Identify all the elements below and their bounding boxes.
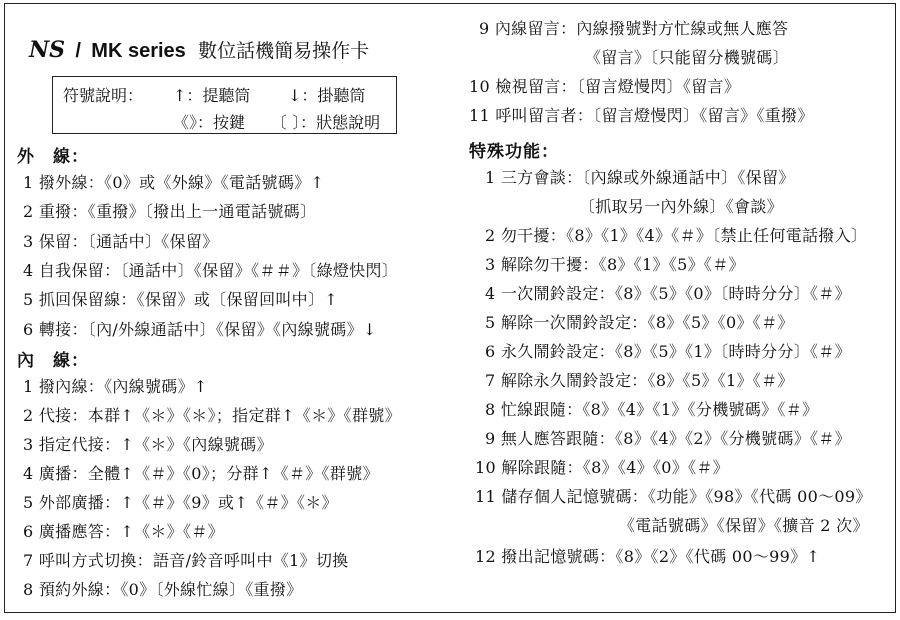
outside-item: 2 重撥：《重撥》〔撥出上一通電話號碼〕 bbox=[23, 202, 317, 221]
legend-hangup: ↓：掛聽筒 bbox=[288, 86, 366, 105]
outside-item: 1 撥外線：《0》或《外線》《電話號碼》↑ bbox=[23, 173, 325, 192]
outside-item: 3 保留：〔通話中〕《保留》 bbox=[23, 232, 219, 251]
special-item: 4 一次鬧鈴設定：《8》《5》《0》〔時時分分〕《＃》 bbox=[485, 284, 851, 303]
title-slash: / bbox=[75, 40, 81, 62]
inside-item: 4 廣播：全體↑《＃》《0》；分群↑《＃》《群號》 bbox=[23, 464, 379, 483]
special-item: 9 無人應答跟隨：《8》《4》《2》《分機號碼》《＃》 bbox=[485, 429, 851, 448]
card-title bbox=[29, 36, 369, 63]
section-heading-special: 特殊功能： bbox=[469, 142, 559, 162]
legend-label: 符號說明： bbox=[63, 86, 144, 105]
inside-item: 3 指定代接：↑《＊》《內線號碼》 bbox=[23, 435, 273, 454]
special-item: 2 勿干擾：《8》《1》《4》《＃》〔禁止任何電話撥入〕 bbox=[485, 226, 868, 245]
operation-card bbox=[4, 3, 896, 613]
section-heading-inside: 內 線： bbox=[17, 351, 89, 371]
inside-item: 8 預約外線：《0》〔外線忙線〕《重撥》 bbox=[23, 580, 303, 599]
special-item-continued: 〔抓取另一內外線〕《會談》 bbox=[579, 197, 783, 216]
special-item: 12 撥出記憶號碼：《8》《2》《代碼 00～99》↑ bbox=[475, 547, 821, 566]
message-item-continued: 《留言》〔只能留分機號碼〕 bbox=[585, 48, 789, 67]
special-item: 1 三方會談：〔內線或外線通話中〕《保留》 bbox=[485, 168, 795, 187]
special-item: 3 解除勿干擾：《8》《1》《5》《＃》 bbox=[485, 255, 745, 274]
special-item: 7 解除永久鬧鈴設定：《8》《5》《1》《＃》 bbox=[485, 371, 794, 390]
message-item: 11 呼叫留言者：〔留言燈慢閃〕《留言》《重撥》 bbox=[469, 106, 814, 125]
special-item: 11 儲存個人記憶號碼：《功能》《98》《代碼 00～09》 bbox=[475, 487, 872, 506]
legend-key: 《》：按鍵 bbox=[173, 113, 246, 132]
message-item: 10 檢視留言：〔留言燈慢閃〕《留言》 bbox=[469, 77, 741, 96]
inside-item: 7 呼叫方式切換：語音/鈴音呼叫中《1》切換 bbox=[23, 551, 349, 570]
special-item: 6 永久鬧鈴設定：《8》《5》《1》〔時時分分〕《＃》 bbox=[485, 342, 851, 361]
inside-item: 2 代接：本群↑《＊》《＊》；指定群↑《＊》《群號》 bbox=[23, 406, 401, 425]
legend-status: 〔 〕：狀態說明 bbox=[271, 113, 381, 132]
brand-logo: NS bbox=[29, 37, 65, 63]
series-name: MK series bbox=[91, 40, 186, 62]
special-item-continued: 《電話號碼》《保留》《擴音 2 次》 bbox=[619, 516, 869, 535]
symbol-legend bbox=[52, 76, 397, 134]
card-subtitle: 數位話機簡易操作卡 bbox=[198, 40, 370, 62]
special-item: 5 解除一次鬧鈴設定：《8》《5》《0》《＃》 bbox=[485, 313, 794, 332]
outside-item: 4 自我保留：〔通話中〕《保留》《＃＃》〔綠燈快閃〕 bbox=[23, 261, 399, 280]
inside-item: 1 撥內線：《內線號碼》↑ bbox=[23, 377, 208, 396]
inside-item: 6 廣播應答：↑《＊》《＃》 bbox=[23, 522, 224, 541]
inside-item: 5 外部廣播：↑《＃》《9》或↑《＃》《＊》 bbox=[23, 493, 338, 512]
outside-item: 5 抓回保留線：《保留》或〔保留回叫中〕↑ bbox=[23, 290, 338, 309]
section-heading-outside: 外 線： bbox=[17, 147, 89, 167]
legend-pickup: ↑：提聽筒 bbox=[173, 86, 251, 105]
special-item: 10 解除跟隨：《8》《4》《0》《＃》 bbox=[475, 458, 729, 477]
message-item: 9 內線留言：內線撥號對方忙線或無人應答 bbox=[479, 19, 789, 38]
special-item: 8 忙線跟隨：《8》《4》《1》《分機號碼》《＃》 bbox=[485, 400, 819, 419]
outside-item: 6 轉接：〔內/外線通話中〕《保留》《內線號碼》↓ bbox=[23, 320, 377, 339]
